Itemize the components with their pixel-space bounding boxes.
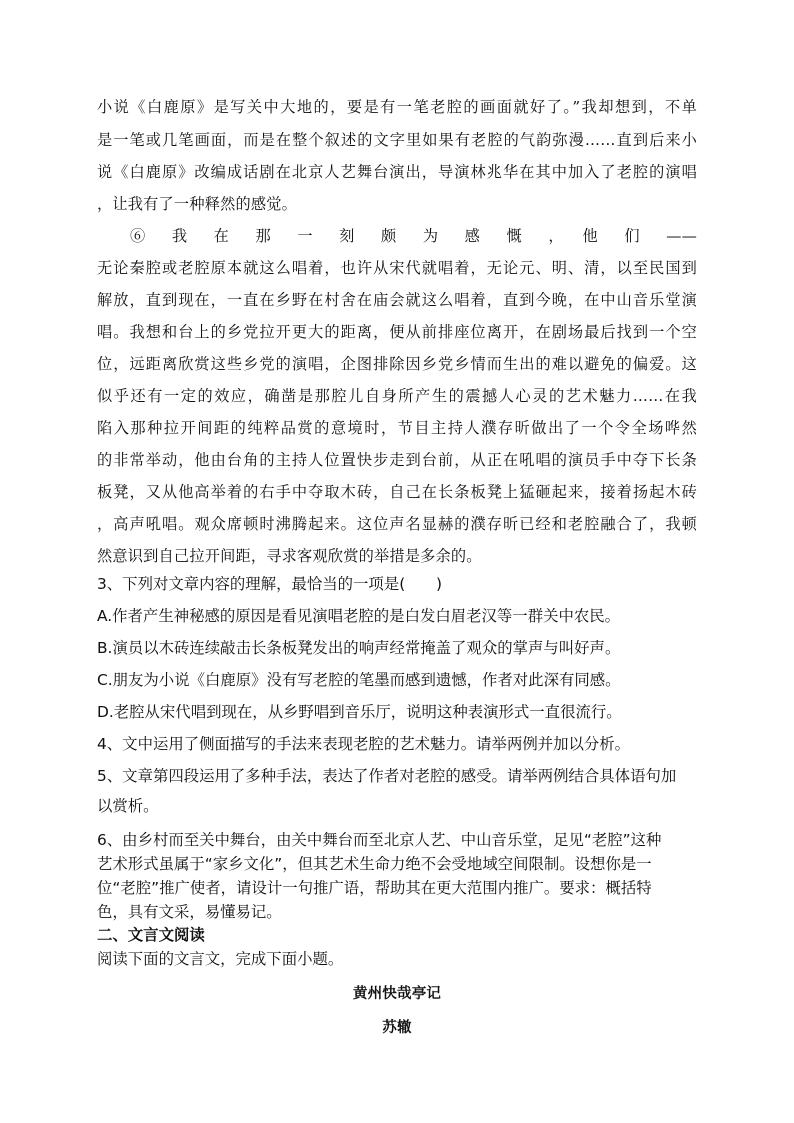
- classical-text-title: 黄州快哉亭记: [352, 985, 442, 1002]
- passage-line: ，高声吼唱。观众席顿时沸腾起来。这位声名显赫的濮存昕已经和老腔融合了，我顿: [97, 515, 697, 533]
- section-instruction: 阅读下面的文言文，完成下面小题。: [97, 950, 344, 968]
- question-3-stem: 3、下列对文章内容的理解，最恰当的一项是( ): [97, 575, 443, 593]
- question-3-option-d: D.老腔从宋代唱到现在，从乡野唱到音乐厅，说明这种表演形式一直很流行。: [97, 703, 622, 721]
- passage-line: 是一笔或几笔画面，而是在整个叙述的文字里如果有老腔的气韵弥漫……直到后来小: [97, 131, 697, 149]
- question-6-line: 6、由乡村而至关中舞台，由关中舞台而至北京人艺、中山音乐堂，足见“老腔”这种: [97, 831, 662, 849]
- passage-line: 陷入那种拉开间距的纯粹品赏的意境时，节目主持人濮存昕做出了一个令全场哗然: [97, 419, 697, 437]
- question-3-option-a: A.作者产生神秘感的原因是看见演唱老腔的是白发白眉老汉等一群关中农民。: [97, 607, 621, 625]
- passage-line: 唱。我想和台上的乡党拉开更大的距离，便从前排座位离开，在剧场最后找到一个空: [97, 323, 697, 341]
- passage-line: 位，远距离欣赏这些乡党的演唱，企图排除因乡党乡情而生出的难以避免的偏爱。这: [97, 355, 697, 373]
- classical-text-author: 苏辙: [382, 1019, 412, 1036]
- passage-line: 说《白鹿原》改编成话剧在北京人艺舞台演出，导演林兆华在其中加入了老腔的演唱: [97, 163, 697, 181]
- passage-line: 解放，直到现在，一直在乡野在村舍在庙会就这么唱着，直到今晚，在中山音乐堂演: [97, 291, 697, 309]
- question-6-line: 色，具有文采，易懂易记。: [97, 903, 282, 921]
- passage-line: 然意识到自己拉开间距，寻求客观欣赏的举措是多余的。: [97, 547, 482, 565]
- question-6-line: 艺术形式虽属于“家乡文化”，但其艺术生命力绝不会受地域空间限制。设想你是一: [97, 855, 652, 873]
- passage-line: 似乎还有一定的效应，确凿是那腔儿自身所产生的震撼人心灵的艺术魅力……在我: [97, 387, 697, 405]
- passage-line: ，让我有了一种释然的感觉。: [97, 195, 298, 213]
- passage-line: 的非常举动，他由台角的主持人位置快步走到台前，从正在吼唱的演员手中夺下长条: [97, 451, 697, 469]
- question-3-option-c: C.朋友为小说《白鹿原》没有写老腔的笔墨而感到遗憾，作者对此深有同感。: [97, 671, 621, 689]
- question-5-line: 以赏析。: [97, 797, 159, 815]
- passage-line: 小说《白鹿原》是写关中大地的，要是有一笔老腔的画面就好了。”我却想到，不单: [97, 98, 697, 116]
- section-heading: 二、文言文阅读: [97, 926, 205, 944]
- question-5-line: 5、文章第四段运用了多种手法，表达了作者对老腔的感受。请举两例结合具体语句加: [97, 767, 677, 785]
- passage-line: 无论秦腔或老腔原本就这么唱着，也许从宋代就唱着，无论元、明、清，以至民国到: [97, 259, 697, 277]
- question-3-option-b: B.演员以木砖连续敲击长条板凳发出的响声经常掩盖了观众的掌声与叫好声。: [97, 639, 621, 657]
- passage-paragraph-6-first-line: ⑥ 我 在 那 一 刻 颇 为 感 慨 ， 他 们 ——: [130, 227, 697, 245]
- passage-line: 板凳，又从他高举着的右手中夺取木砖，自己在长条板凳上猛砸起来，接着扬起木砖: [97, 483, 697, 501]
- question-6-line: 位“老腔”推广使者，请设计一句推广语，帮助其在更大范围内推广。要求：概括特: [97, 879, 652, 897]
- question-4: 4、文中运用了侧面描写的手法来表现老腔的艺术魅力。请举两例并加以分析。: [97, 735, 631, 753]
